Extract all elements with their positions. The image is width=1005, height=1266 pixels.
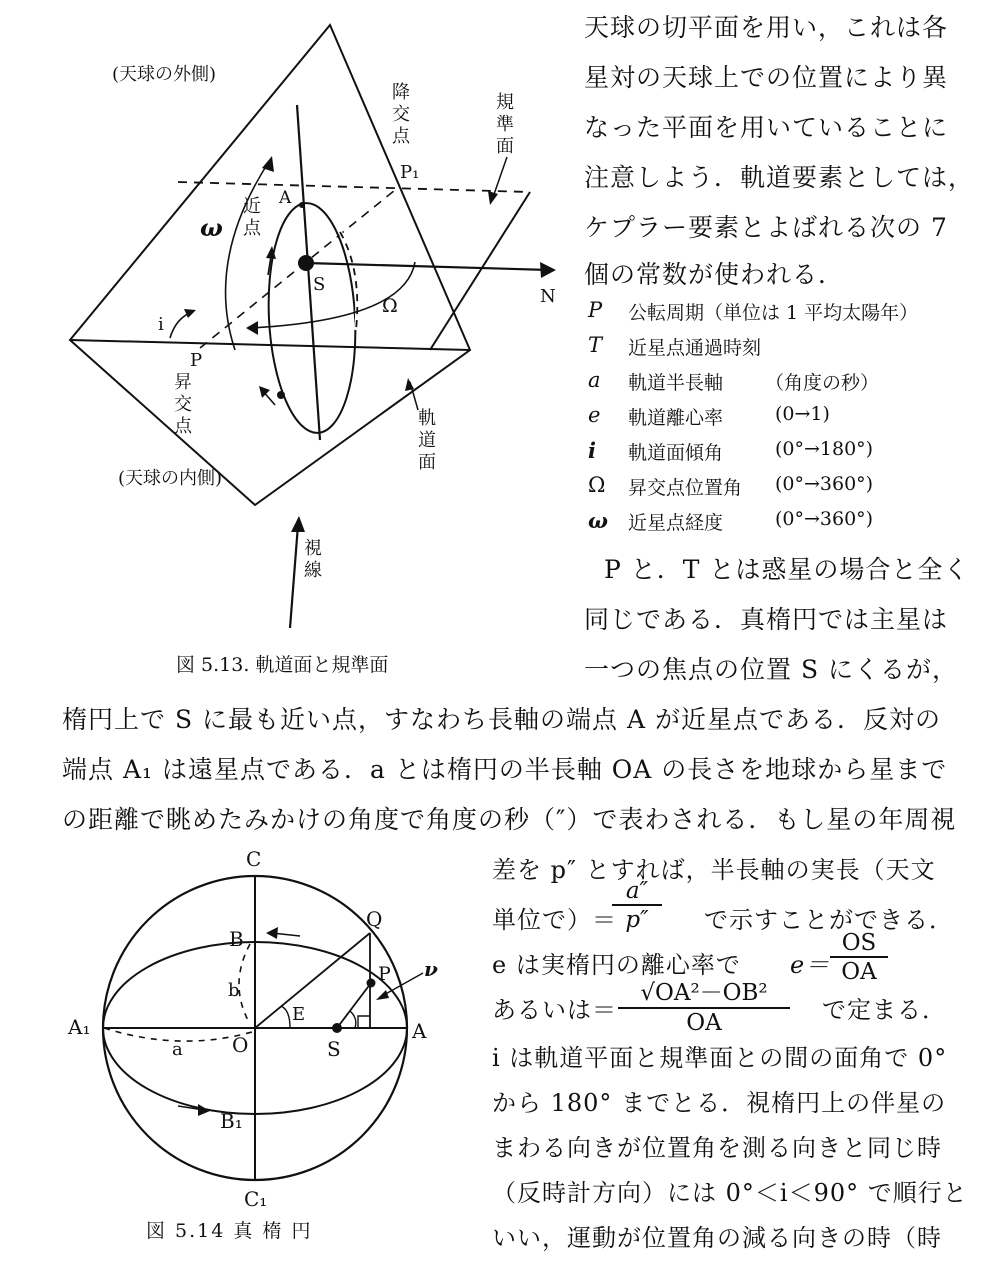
element-symbol: i (588, 438, 596, 463)
fraction-denominator: p″ (625, 907, 649, 933)
element-symbol: P (588, 298, 603, 322)
label-outside: (天球の外側) (112, 64, 217, 85)
figure1-caption: 図 5.13. 軌道面と規準面 (176, 654, 389, 676)
label-B: B (229, 927, 244, 951)
line-of-sight (290, 525, 298, 628)
full-line-3: の距離で眺めたみかけの角度で角度の秒（″）で表わされる．もし星の年周視 (62, 805, 957, 834)
fraction-denominator: OA (841, 959, 877, 985)
lower-line-2-post: で示すことができる． (704, 906, 954, 934)
element-range: (0→1) (775, 403, 830, 425)
label-B1: B₁ (220, 1109, 243, 1133)
lower-line-3-eq: e＝ (790, 951, 831, 979)
label-line-of-sight: 視線 (304, 538, 322, 581)
element-symbol: a (588, 368, 601, 392)
intro-line-2: 星対の天球上での位置により異 (584, 63, 949, 92)
element-row (0, 298, 1005, 328)
periastron-point (299, 202, 305, 208)
label-perihelion: 近点 (243, 196, 261, 239)
lower-line-5: i は軌道平面と規準面との間の面角で 0° (492, 1044, 948, 1072)
fraction-sqrt-over-oa (618, 974, 790, 1036)
lower-line-4-pre: あるいは＝ (492, 996, 617, 1024)
label-A: A (279, 188, 292, 208)
element-name: 軌道半長軸 (628, 372, 724, 394)
element-name: 軌道面傾角 (628, 442, 724, 464)
lower-line-4-post: で定まる． (822, 996, 947, 1024)
north-arrowhead (540, 262, 556, 278)
element-symbol: e (588, 403, 601, 427)
reference-plane-back-edge (178, 182, 530, 192)
lower-line-1: 差を p″ とすれば，半長軸の実長（天文 (492, 856, 936, 884)
label-Q: Q (366, 907, 383, 931)
lower-line-6: から 180° までとる．視楕円上の伴星の (492, 1089, 947, 1117)
element-row (0, 438, 1005, 468)
label-reference-plane: 規準面 (496, 92, 514, 157)
lower-line-9: いい，運動が位置角の減る向きの時（時 (492, 1224, 942, 1252)
intro-line-5: ケプラー要素とよばれる次の 7 (584, 213, 948, 242)
intro-line-6: 個の常数が使われる． (584, 260, 845, 289)
element-row (0, 508, 1005, 538)
label-i: i (158, 314, 164, 335)
element-row (0, 473, 1005, 503)
element-row (0, 403, 1005, 433)
element-name: 軌道離心率 (628, 407, 724, 429)
lower-line-8: （反時計方向）には 0°＜i＜90° で順行と (492, 1179, 968, 1207)
label-b: b (228, 980, 240, 1001)
fraction-numerator: √OA²－OB² (618, 974, 790, 1009)
label-omega: ω (200, 213, 223, 242)
element-symbol: Ω (588, 473, 606, 497)
mid-line-3: 一つの焦点の位置 S にくるが， (584, 655, 959, 684)
label-P: P (190, 350, 203, 371)
label-nu: ν (424, 957, 438, 981)
element-symbol: ω (588, 508, 608, 533)
full-line-1: 楕円上で S に最も近い点，すなわち長軸の端点 A が近星点である．反対の (62, 705, 941, 734)
element-range: （角度の秒） (765, 372, 880, 394)
label-E: E (292, 1004, 306, 1025)
label-P: P (378, 963, 391, 985)
lower-line-2-pre: 単位で）＝ (492, 906, 617, 934)
lower-line-3-pre: e は実楕円の離心率で (492, 951, 741, 979)
figure2-caption: 図 5.14 真 楕 円 (146, 1220, 313, 1242)
label-A1: A₁ (68, 1015, 91, 1039)
label-C: C (246, 847, 262, 871)
fraction-denominator: OA (686, 1010, 722, 1036)
mid-line-2: 同じである．真楕円では主星は (584, 605, 949, 634)
figure-true-ellipse (0, 840, 480, 1260)
label-a: a (172, 1039, 183, 1060)
fraction-numerator: a″ (612, 878, 662, 906)
label-orbital-plane: 軌道面 (418, 408, 436, 473)
intro-line-1: 天球の切平面を用い，これは各 (584, 13, 949, 42)
label-C1: C₁ (244, 1187, 268, 1211)
label-inside: (天球の内側) (118, 468, 223, 489)
element-symbol: T (588, 333, 603, 357)
lower-line-7: まわる向きが位置角を測る向きと同じ時 (492, 1134, 942, 1162)
label-A: A (412, 1019, 427, 1043)
element-name: 昇交点位置角 (628, 477, 743, 499)
mid-line-1: P と．T とは惑星の場合と全く (604, 555, 970, 584)
point-P (367, 979, 376, 988)
full-line-2: 端点 A₁ は遠星点である．a とは楕円の半長軸 OA の長さを地球から星まで (62, 755, 948, 784)
intro-line-3: なった平面を用いていることに (584, 113, 949, 142)
label-P1: P₁ (400, 162, 420, 183)
label-Omega: Ω (382, 295, 398, 317)
element-range: (0°→360°) (775, 473, 874, 495)
line-SP (337, 983, 371, 1028)
label-descending-node: 降交点 (392, 82, 410, 147)
label-S: S (327, 1037, 341, 1061)
element-range: (0°→360°) (775, 508, 874, 530)
fraction-numerator: OS (830, 930, 888, 958)
element-name: 近星点経度 (628, 512, 724, 534)
element-name: 近星点通過時刻 (628, 337, 762, 359)
north-axis (306, 263, 550, 270)
element-row (0, 368, 1005, 398)
element-name: 公転周期（単位は 1 平均太陽年） (628, 302, 919, 324)
label-ascending-node: 昇交点 (174, 372, 192, 437)
fraction-a-over-p (612, 878, 662, 933)
label-N: N (540, 286, 556, 307)
label-O: O (232, 1033, 249, 1057)
focus-S (332, 1023, 342, 1033)
fraction-os-over-oa (830, 930, 888, 985)
element-range: (0°→180°) (775, 438, 874, 460)
intro-line-4: 注意しよう．軌道要素としては， (584, 163, 975, 192)
label-S: S (313, 274, 326, 295)
element-row (0, 333, 1005, 363)
